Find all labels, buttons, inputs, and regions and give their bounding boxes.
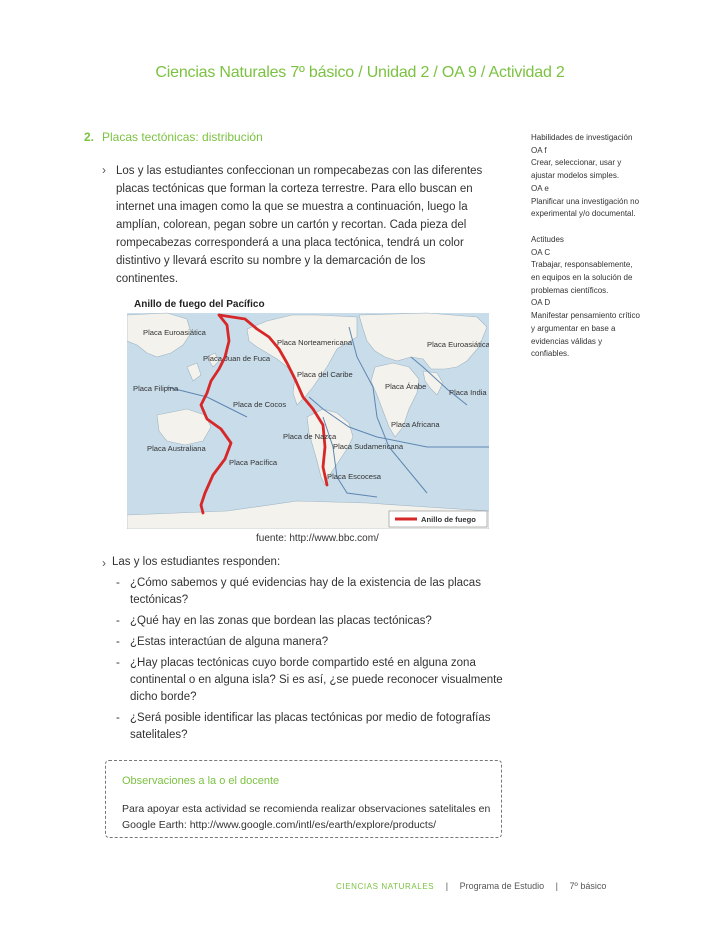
sidebar-item: OA e [531, 183, 549, 193]
sidebar-item: Planificar una investigación no experimental y/o documental. [531, 196, 640, 219]
label-placa-africana: Placa Africana [391, 420, 440, 429]
label-placa-india: Placa India [449, 388, 487, 397]
bullet-chevron-icon: › [102, 163, 106, 177]
question-item: - ¿Qué hay en las zonas que bordean las placas tectónicas? [116, 615, 432, 627]
section-number: 2. [84, 130, 95, 144]
sidebar-item: Trabajar, responsablemente, en equipos en la solución de problemas científicos. [531, 260, 633, 295]
footer-program: Programa de Estudio [459, 881, 545, 891]
activity-description: Los y las estudiantes confeccionan un rompecabezas con las diferentes placas tectónicas que forman la corteza terrestre. Para ello buscan en internet una imagen como la que se muestra a continuación, luego la amplían, colorean, pegan sobre un cartón y recortan. Cada pieza del rompecabezas corresponderá a una placa tectónica, tendrá un color distintivo y llevará escrito su nombre y la demarcación de los continentes. [116, 165, 483, 285]
sidebar-item: OA D [531, 298, 551, 308]
page-footer [336, 881, 606, 891]
tectonic-plates-map [127, 297, 489, 529]
sidebar-item: OA f [531, 145, 547, 155]
label-placa-australiana: Placa Australiana [147, 444, 206, 453]
label-placa-euroasiatica-right: Placa Euroasiática [427, 340, 489, 349]
label-placa-juan-de-fuca: Placa Juan de Fuca [203, 354, 271, 363]
sidebar-item: Crear, seleccionar, usar y ajustar modelos simples. [531, 158, 622, 181]
sidebar-habilidades-title: Habilidades de investigación [531, 133, 633, 142]
question-item: - ¿Cómo sabemos y qué evidencias hay de la existencia de las placas tectónicas? [116, 577, 481, 606]
sidebar-item: Manifestar pensamiento crítico y argumentar en base a evidencias válidas y confiables. [531, 311, 640, 359]
footer-subject: CIENCIAS NATURALES [336, 882, 435, 891]
teacher-observations-box [105, 760, 502, 838]
label-placa-cocos: Placa de Cocos [233, 400, 287, 409]
image-source: fuente: http://www.bbc.com/ [256, 533, 379, 544]
observations-text: Para apoyar esta actividad se recomienda realizar observaciones satelitales en Google Earth: http://www.google.com/intl/es/earth/explore/products/ [122, 803, 491, 831]
section-title: Placas tectónicas: distribución [102, 130, 263, 144]
sidebar-skills [531, 132, 641, 361]
sidebar-item: OA C [531, 247, 551, 257]
map-title: Anillo de fuego del Pacífico [134, 299, 265, 310]
label-placa-nazca: Placa de Nazca [283, 432, 337, 441]
questions-list [116, 575, 506, 748]
questions-intro: Las y los estudiantes responden: [112, 556, 281, 568]
label-placa-pacifica: Placa Pacífica [229, 458, 278, 467]
sidebar-actitudes-title: Actitudes [531, 234, 564, 244]
footer-grade: 7º básico [569, 881, 607, 891]
footer-separator: | [445, 881, 449, 891]
label-placa-filipina: Placa Filipina [133, 384, 179, 393]
legend-label: Anillo de fuego [421, 515, 476, 524]
label-placa-sudamericana: Placa Sudamericana [333, 442, 404, 451]
footer-separator: | [555, 881, 559, 891]
label-placa-norteamericana: Placa Norteamericana [277, 338, 353, 347]
label-placa-escocesa: Placa Escocesa [327, 472, 382, 481]
observations-title: Observaciones a la o el docente [122, 775, 280, 787]
question-item: - ¿Será posible identificar las placas tectónicas por medio de fotografías satelitales? [116, 712, 491, 741]
label-placa-euroasiatica-left: Placa Euroasiática [143, 328, 206, 337]
label-placa-caribe: Placa del Caribe [297, 370, 353, 379]
label-placa-arabe: Placa Árabe [385, 382, 427, 391]
bullet-chevron-icon: › [102, 556, 106, 570]
question-item: - ¿Estas interactúan de alguna manera? [116, 636, 329, 648]
map-svg [127, 297, 489, 529]
page-title: Ciencias Naturales 7º básico / Unidad 2 / OA 9 / Actividad 2 [155, 64, 565, 81]
question-item: - ¿Hay placas tectónicas cuyo borde compartido esté en alguna zona continental o en alguna isla? Si es así, ¿se puede reconocer visualmente dicho borde? [116, 657, 503, 703]
